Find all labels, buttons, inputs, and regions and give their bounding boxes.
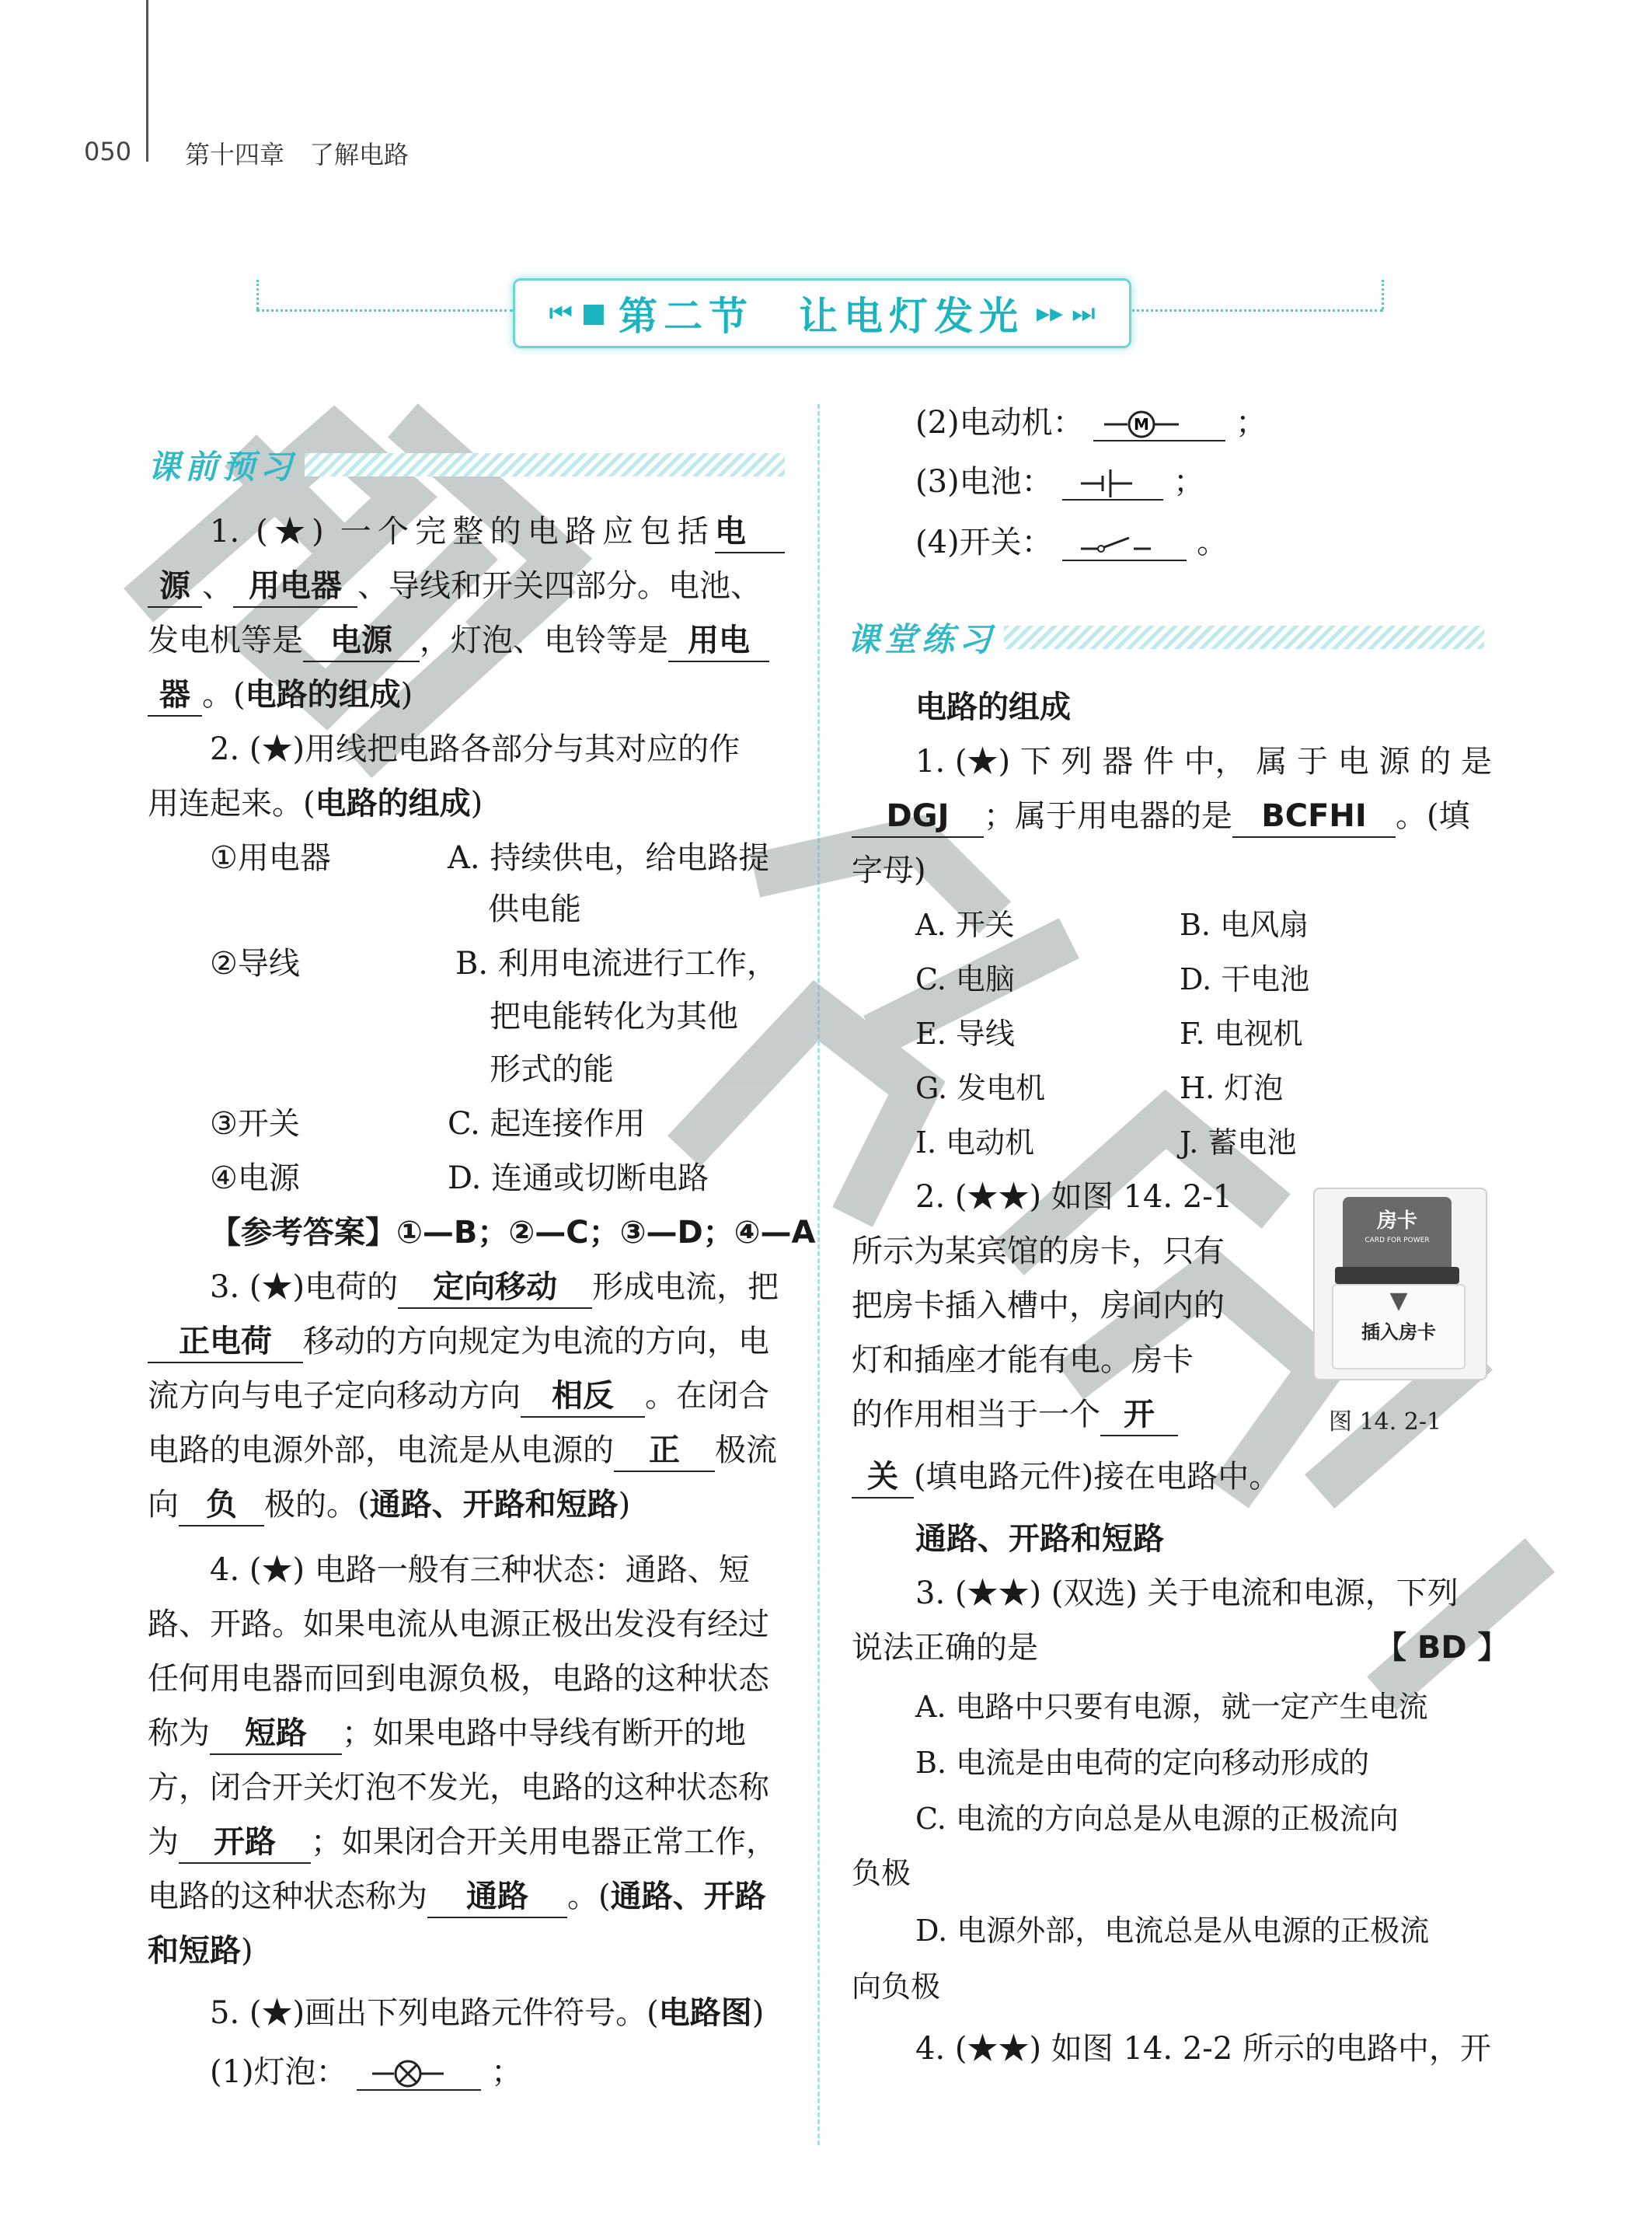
switch-symbol-blank bbox=[1062, 529, 1187, 561]
p1-line1: 1. (★) 下 列 器 件 中， 属 于 电 源 的 是 bbox=[915, 744, 1492, 780]
card-holder bbox=[1332, 1284, 1466, 1369]
p1-option: E. 导线 bbox=[915, 1017, 1015, 1051]
q4-line1: 4. (★) 电路一般有三种状态：通路、短 bbox=[210, 1552, 750, 1588]
q2-line1: 2. (★)用线把电路各部分与其对应的作 bbox=[210, 731, 741, 767]
p1-option: D. 干电池 bbox=[1180, 962, 1310, 996]
p3-option-b: B. 电流是由电荷的定向移动形成的 bbox=[915, 1746, 1370, 1780]
answer-blank: 正 bbox=[614, 1430, 715, 1472]
q2-item-3: ③开关 bbox=[210, 1106, 300, 1142]
room-card-small-text: CARD FOR POWER bbox=[1364, 1237, 1430, 1244]
q2-item-1: ①用电器 bbox=[210, 840, 331, 876]
q4-line4: 称为 短路 ；如果电路中导线有断开的地 bbox=[148, 1710, 746, 1757]
p1-option: F. 电视机 bbox=[1180, 1017, 1303, 1051]
p1-option: A. 开关 bbox=[915, 908, 1015, 942]
p4-line1: 4. (★★) 如图 14. 2-2 所示的电路中，开 bbox=[915, 2031, 1491, 2067]
q2-option-c: C. 起连接作用 bbox=[448, 1106, 646, 1142]
answer-blank: 相反 bbox=[521, 1376, 645, 1418]
topic-tag: 电路图 bbox=[658, 1995, 752, 2031]
room-card-label: 房卡 bbox=[1376, 1209, 1417, 1233]
title-dash-left bbox=[256, 309, 513, 312]
answer-blank: 开 bbox=[1100, 1394, 1178, 1436]
p2-line2: 所示为某宾馆的房卡，只有 bbox=[852, 1233, 1225, 1269]
answer-blank: 用电器 bbox=[233, 566, 357, 608]
p2-line3: 把房卡插入槽中，房间内的 bbox=[852, 1288, 1225, 1324]
q3-line4: 电路的电源外部，电流是从电源的 正 极流 bbox=[148, 1427, 777, 1474]
q5-item-switch: (4)开关： 。 bbox=[915, 525, 1229, 560]
p1-option: C. 电脑 bbox=[915, 962, 1015, 996]
q5-line1: 5. (★)画出下列电路元件符号。(电路图) bbox=[210, 1995, 765, 2031]
topic-tag: 通路、开路和短路 bbox=[369, 1487, 619, 1523]
lamp-symbol-blank bbox=[357, 2058, 481, 2091]
forward-arrow-icon: ▸▸ ⏭ bbox=[1037, 298, 1096, 329]
topic-tag: 通路、开路 bbox=[610, 1879, 766, 1914]
q3-line2: 正电荷 移动的方向规定为电流的方向，电 bbox=[148, 1318, 769, 1365]
column-divider bbox=[817, 404, 820, 2145]
q1-line1: 1. (★) 一个完整的电路应包括电 bbox=[148, 508, 785, 555]
p2-line4: 灯和插座才能有电。房卡 bbox=[852, 1342, 1194, 1378]
p1-line3: 字母) bbox=[852, 853, 926, 888]
heading-practice-stripes bbox=[1004, 626, 1484, 649]
motor-symbol-blank bbox=[1093, 409, 1225, 441]
q4-line6: 为 开路 ；如果闭合开关用电器正常工作， bbox=[148, 1819, 777, 1865]
q2-option-d: D. 连通或切断电路 bbox=[448, 1160, 709, 1196]
q5-item-motor: (2)电动机： M ； bbox=[915, 405, 1267, 441]
q3-line5: 向 负 极的。(通路、开路和短路) bbox=[148, 1481, 630, 1528]
p2-line1: 2. (★★) 如图 14. 2-1 bbox=[915, 1179, 1233, 1215]
p3-option-a: A. 电路中只要有电源，就一定产生电流 bbox=[915, 1690, 1428, 1724]
q4-line3: 任何用电器而回到电源负极，电路的这种状态 bbox=[148, 1661, 769, 1697]
p1-line2: DGJ ；属于用电器的是 BCFHI 。(填 bbox=[852, 793, 1470, 839]
q4-line5: 方，闭合开关灯泡不发光，电路的这种状态称 bbox=[148, 1770, 769, 1806]
q3-line1: 3. (★)电荷的 定向移动 形成电流，把 bbox=[210, 1264, 779, 1310]
q5-item-battery: (3)电池： ； bbox=[915, 464, 1205, 500]
title-dash-right-tick bbox=[1382, 280, 1386, 309]
q2-line2: 用连起来。(电路的组成) bbox=[148, 786, 483, 822]
p3-line1: 3. (★★) (双选) 关于电流和电源，下列 bbox=[915, 1575, 1459, 1611]
card-slot bbox=[1335, 1267, 1459, 1284]
battery-icon bbox=[1081, 468, 1143, 499]
motor-icon bbox=[1104, 409, 1190, 440]
subheading-circuit-composition: 电路的组成 bbox=[915, 689, 1071, 725]
p3-line2: 说法正确的是 bbox=[852, 1630, 1038, 1666]
q5-item-lamp: (1)灯泡： ； bbox=[210, 2054, 523, 2090]
q2-answer: 【参考答案】①—B；②—C；③—D；④—A bbox=[210, 1215, 816, 1251]
q1-line2: 源 、 用电器 、导线和开关四部分。电池、 bbox=[148, 563, 785, 609]
answer-blank: 器 bbox=[148, 675, 202, 717]
answer-blank: 用电 bbox=[668, 620, 769, 662]
heading-preview bbox=[148, 441, 785, 488]
q2-item-4: ④电源 bbox=[210, 1160, 300, 1196]
title-dash-left-tick bbox=[256, 280, 261, 309]
q4-line7: 电路的这种状态称为 通路 。(通路、开路 bbox=[148, 1873, 766, 1920]
section-title: 第二节 让电灯发光 bbox=[619, 293, 1024, 339]
switch-icon bbox=[1081, 529, 1166, 560]
title-dash-right bbox=[1127, 309, 1383, 312]
p1-option: J. 蓄电池 bbox=[1180, 1125, 1297, 1160]
q2-option-b-2: 把电能转化为其他 bbox=[490, 999, 738, 1034]
down-arrow-icon: ▼ bbox=[1389, 1287, 1408, 1314]
heading-practice bbox=[847, 614, 1484, 661]
figure-caption: 图 14. 2-1 bbox=[1329, 1408, 1442, 1436]
answer-blank: 正电荷 bbox=[148, 1321, 303, 1363]
p3-option-c-2: 负极 bbox=[852, 1856, 911, 1890]
q1-line3: 发电机等是 电源 ，灯泡、电铃等是 用电 bbox=[148, 617, 785, 664]
lamp-icon bbox=[372, 2058, 450, 2089]
rewind-arrow-icon: ⏮ ■ bbox=[549, 298, 606, 329]
topic-tag: 电路的组成 bbox=[245, 677, 401, 713]
p2-line6: 关 (填电路元件)接在电路中。 bbox=[852, 1453, 1280, 1500]
answer-blank: 电源 bbox=[303, 620, 420, 662]
answer-blank: 开路 bbox=[179, 1822, 311, 1864]
answer-blank: 电 bbox=[715, 511, 785, 553]
answer-blank: 负 bbox=[179, 1485, 264, 1526]
p1-option: B. 电风扇 bbox=[1180, 908, 1309, 942]
p3-option-d-1: D. 电源外部，电流总是从电源的正极流 bbox=[915, 1914, 1430, 1948]
battery-symbol-blank bbox=[1062, 468, 1163, 501]
room-card-figure bbox=[1313, 1188, 1487, 1380]
heading-practice-label: 课堂练习 bbox=[847, 620, 997, 658]
topic-tag: 电路的组成 bbox=[315, 786, 471, 822]
q2-option-a-2: 供电能 bbox=[488, 891, 581, 927]
q3-line3: 流方向与电子定向移动方向 相反 。在闭合 bbox=[148, 1373, 769, 1419]
q2-option-b-3: 形式的能 bbox=[490, 1052, 614, 1087]
p1-option: H. 灯泡 bbox=[1180, 1071, 1284, 1105]
p3-answer: 【 BD 】 bbox=[1375, 1630, 1509, 1666]
q2-item-2: ②导线 bbox=[210, 946, 300, 982]
header-rule bbox=[146, 0, 148, 162]
chapter-title: 第十四章 了解电路 bbox=[185, 140, 410, 169]
answer-blank: DGJ bbox=[852, 796, 984, 838]
answer-blank: 短路 bbox=[210, 1713, 342, 1755]
p3-option-d-2: 向负极 bbox=[852, 1970, 941, 2004]
p2-line5: 的作用相当于一个 开 bbox=[852, 1391, 1178, 1438]
topic-tag: 和短路 bbox=[148, 1933, 241, 1969]
q4-line8: 和短路) bbox=[148, 1933, 253, 1969]
p1-option: G. 发电机 bbox=[915, 1071, 1046, 1105]
p3-option-c-1: C. 电流的方向总是从电源的正极流向 bbox=[915, 1802, 1399, 1836]
q1-line4: 器 。(电路的组成) bbox=[148, 672, 785, 718]
page-number: 050 bbox=[84, 137, 132, 166]
subheading-circuit-states: 通路、开路和短路 bbox=[915, 1521, 1164, 1557]
motor-symbol-letter: M bbox=[1134, 415, 1150, 434]
heading-preview-stripes bbox=[305, 453, 785, 476]
answer-blank: 通路 bbox=[427, 1876, 567, 1918]
q2-option-b-1: B. 利用电流进行工作， bbox=[455, 946, 778, 982]
answer-blank: 源 bbox=[148, 566, 202, 608]
q2-option-a-1: A. 持续供电，给电路提 bbox=[448, 840, 770, 876]
answer-blank: 关 bbox=[852, 1457, 914, 1499]
heading-preview-label: 课前预习 bbox=[148, 448, 298, 486]
q4-line2: 路、开路。如果电流从电源正极出发没有经过 bbox=[148, 1607, 769, 1642]
p1-option: I. 电动机 bbox=[915, 1125, 1035, 1160]
insert-card-label: 插入房卡 bbox=[1361, 1321, 1436, 1343]
answer-blank: 定向移动 bbox=[398, 1267, 592, 1309]
answer-blank: BCFHI bbox=[1232, 796, 1396, 838]
section-title-box bbox=[513, 278, 1131, 348]
